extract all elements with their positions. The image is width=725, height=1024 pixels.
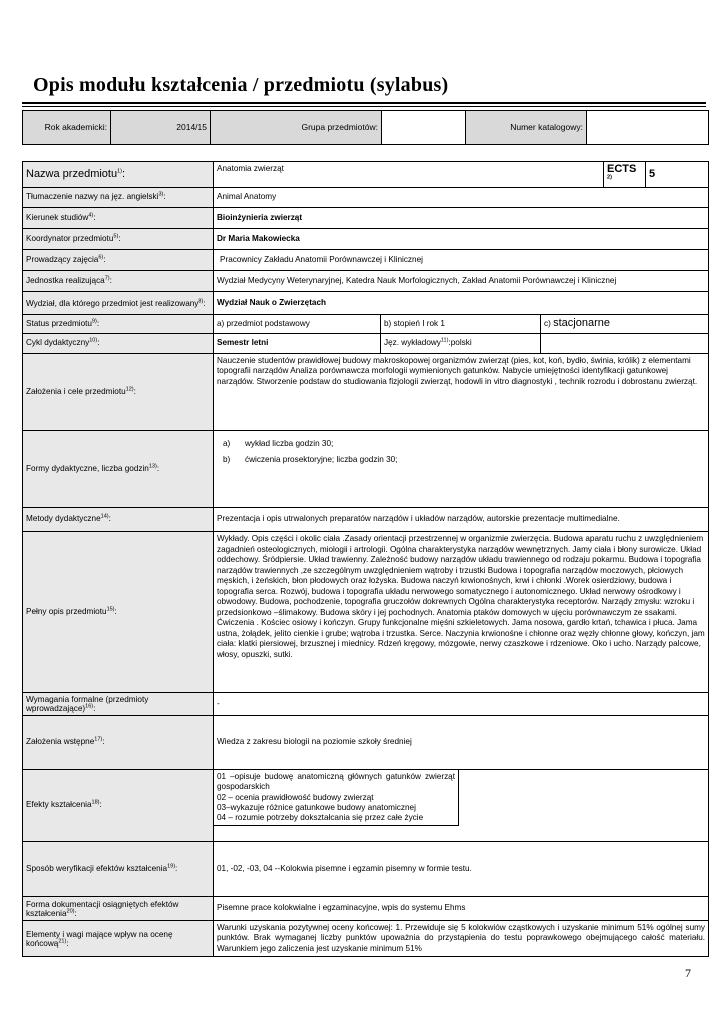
wym-label: Wymagania formalne (przedmioty wprowadzające)$^{16)}$: xyxy=(23,693,214,716)
ects-label: ECTS $^{2)}$ xyxy=(604,162,646,188)
efekty-list xyxy=(214,770,459,826)
formy-value xyxy=(214,431,709,508)
row-jednostka xyxy=(23,271,709,292)
efekty-item-3: 03–wykazuje różnice gatunkowe budowy anatomicznej xyxy=(217,802,416,812)
formy-item-a: a) wykład liczba godzin 30; xyxy=(223,439,334,448)
empty-cell xyxy=(541,334,709,354)
syllabus-table xyxy=(22,161,709,957)
koord-label: Koordynator przedmiotu$^{5)}$: xyxy=(23,229,214,250)
jezyk-cell: Jęz. wykładowy$^{11)}$:polski xyxy=(381,334,541,354)
page-title: Opis modułu kształcenia / przedmiotu (sylabus) xyxy=(33,74,449,96)
elem-value: Warunki uzyskania pozytywnej oceny końcowej: 1. Przewiduje się 5 kolokwiów cząstkowych i uzyskanie minimum 51% ogólnej sumy punktów. Brak wymaganej liczby punktów upoważnia do przystąpienia do testu poprawkowego obejmującego całość materiału. Warunkiem jego zaliczenia jest uzyskanie minimum 51% xyxy=(214,921,709,957)
eng-value: Animal Anatomy xyxy=(214,188,709,208)
row-status xyxy=(23,315,709,334)
row-forma xyxy=(23,897,709,921)
kier-label: Kierunek studiów$^{4)}$: xyxy=(23,208,214,229)
subject-group-value xyxy=(382,111,466,145)
title-rule-top xyxy=(22,102,706,104)
forma-value: Pisemne prace kolokwialne i egzaminacyjne, wpis do systemu Ehms xyxy=(214,897,709,921)
row-nazwa xyxy=(23,162,709,188)
subject-group-label: Grupa przedmiotów: xyxy=(211,111,382,145)
kier-value: Bioinżynieria zwierząt xyxy=(214,208,709,229)
row-wymagania xyxy=(23,693,709,716)
prow-label: Prowadzący zajęcia$^{6)}$: xyxy=(23,250,214,271)
zalw-value: Wiedza z zakresu biologii na poziomie szkoły średniej xyxy=(214,716,709,770)
row-metody xyxy=(23,508,709,532)
efekty-item-4: 04 – rozumie potrzeby dokształcania się przez całe życie xyxy=(217,813,424,823)
formy-item-b: b) ćwiczenia prosektoryjne; liczba godzin 30; xyxy=(223,455,398,465)
row-koordynator xyxy=(23,229,709,250)
academic-year-label: Rok akademicki: xyxy=(23,111,111,145)
metody-value: Prezentacja i opis utrwalonych preparatów narządów i układów narządów, autorskie prezentacje multimedialne. xyxy=(214,508,709,532)
row-elementy xyxy=(23,921,709,957)
catalog-number-label: Numer katalogowy: xyxy=(466,111,587,145)
wym-value: - xyxy=(214,693,709,716)
formy-label: Formy dydaktyczne, liczba godzin$^{13)}$: xyxy=(23,431,214,508)
row-zalozenia xyxy=(23,354,709,431)
koord-value: Dr Maria Makowiecka xyxy=(214,229,709,250)
zal-value: Nauczenie studentów prawidłowej budowy makroskopowej organizmów zwierząt (pies, kot, koń, bydło, świnia, królik) z elementami topografii narządów Analiza porównawcza morfologii wymienionych gatunków. Nabycie umiejętności identyfikacji gatunkowej narządów. Stworzenie podstaw do studiowania fizjologii zwierząt, hodowli in vitro diagnostyki , technik rozrodu i dobrostanu zwierząt. xyxy=(214,354,709,431)
metody-label: Metody dydaktyczne$^{14)}$: xyxy=(23,508,214,532)
row-formy xyxy=(23,431,709,508)
row-wydzial xyxy=(23,292,709,315)
eng-label: Tłumaczenie nazwy na jęz. angielski$^{3)}$: xyxy=(23,188,214,208)
zalw-label: Założenia wstępne$^{17)}$: xyxy=(23,716,214,770)
row-prowadzacy xyxy=(23,250,709,271)
status-label: Status przedmiotu$^{9)}$: xyxy=(23,315,214,334)
pelny-value: Wykłady. Opis części i okolic ciała .Zasady orientacji przestrzennej w organizmie zwierzęcia. Budowa aparatu ruchu z uwzględnieniem zagadnień osteologicznych, miologii i artrologii. Ogólna charakterystyka narządów wewnętrznych. Jamy ciała i błony surowicze. Układ oddechowy. Śródpiersie. Układ trawienny. Zależność budowy narządów układu trawiennego od rodzaju pokarmu. Budowa i topografia narządów trawiennych ,ze szczególnym uwzględnieniem wątroby i trzustki Budowa i topografia narządów moczowych, płciowych męskich, i żeńskich, błon płodowych oraz łożyska. Budowa naczyń krwionośnych, krwi i chłonki .Worek osierdziowy, budowa i topografia serca. Rozwój, budowa i topografia układu nerwowego somatycznego i autonomicznego. Układ nerwowy ośrodkowy i obwodowy. Budowa, pochodzenie, topografia gruczołów dokrewnych Ogólna charakterystyka receptorów. Narządy zmysłu: wzroku i przedsionkowo –ślimakowy. Budowa skóry i jej pochodnych. Anatomia ptaków domowych w ujęciu porównawczym ze ssakami. Ćwiczenia . Kościec osiowy i kończyn. Grupy funkcjonalne mięśni szkieletowych. Jama nosowa, gardło krtań, tchawica i płuca. Jama ustna, żołądek, jelito cienkie i grube; wątroba i trzustka. Serce. Naczynia krwionośne i chłonne oraz węzły chłonne głowy, kończyn, jam ciała: klatki piersiowej, brzusznej i miednicy. Rdzeń kręgowy, mózgowie, nerwy czaszkowe i rdzeniowe. Oko i ucho. Narządy palcowe, włosy, opuszki, sutki. xyxy=(214,532,709,693)
pelny-label: Pełny opis przedmiotu$^{15)}$: xyxy=(23,532,214,693)
row-kierunek xyxy=(23,208,709,229)
prow-value: Pracownicy Zakładu Anatomii Porównawczej i Klinicznej xyxy=(214,250,709,271)
header-table xyxy=(22,110,709,145)
cykl-label: Cykl dydaktyczny$^{10)}$: xyxy=(23,334,214,354)
elem-label: Elementy i wagi mające wpływ na ocenę końcową$^{21)}$: xyxy=(23,921,214,957)
title-rule-bottom xyxy=(22,106,706,107)
wydz-value: Wydział Nauk o Zwierzętach xyxy=(214,292,709,315)
efekty-value xyxy=(214,770,709,842)
cykl-value: Semestr letni xyxy=(214,334,381,354)
row-cykl xyxy=(23,334,709,354)
jedn-label: Jednostka realizująca$^{7)}$: xyxy=(23,271,214,292)
row-sposob xyxy=(23,842,709,897)
efekty-item-1: 01 –opisuje budowę anatomiczną głównych gatunków zwierząt gospodarskich xyxy=(217,772,455,792)
status-a: a) przedmiot podstawowy xyxy=(214,315,381,334)
status-b: b) stopień I rok 1 xyxy=(381,315,541,334)
nazwa-label: Nazwa przedmiotu$^{1)}$: xyxy=(23,162,214,188)
academic-year-value: 2014/15 xyxy=(111,111,211,145)
catalog-number-value xyxy=(587,111,709,145)
efekty-label: Efekty kształcenia$^{18)}$: xyxy=(23,770,214,842)
sposob-value: 01, -02, -03, 04 --Kolokwia pisemne i egzamin pisemny w formie testu. xyxy=(214,842,709,897)
row-eng xyxy=(23,188,709,208)
forma-label: Forma dokumentacji osiągniętych efektów kształcenia$^{20)}$: xyxy=(23,897,214,921)
row-zalozenia-wstepne xyxy=(23,716,709,770)
page-number: 7 xyxy=(685,966,691,980)
ects-value: 5 xyxy=(646,162,709,188)
status-c: c) stacjonarne xyxy=(541,315,709,334)
row-efekty xyxy=(23,770,709,842)
sposob-label: Sposób weryfikacji efektów kształcenia$^{19)}$: xyxy=(23,842,214,897)
row-pelny-opis xyxy=(23,532,709,693)
nazwa-value: Anatomia zwierząt xyxy=(214,162,604,188)
efekty-item-2: 02 – ocenia prawidłowość budowy zwierząt xyxy=(217,792,374,802)
wydz-label: Wydział, dla którego przedmiot jest realizowany$^{8)}$: xyxy=(23,292,214,315)
zal-label: Założenia i cele przedmiotu$^{12)}$: xyxy=(23,354,214,431)
jedn-value: Wydział Medycyny Weterynaryjnej, Katedra Nauk Morfologicznych, Zakład Anatomii Porównawczej i Klinicznej xyxy=(214,271,709,292)
